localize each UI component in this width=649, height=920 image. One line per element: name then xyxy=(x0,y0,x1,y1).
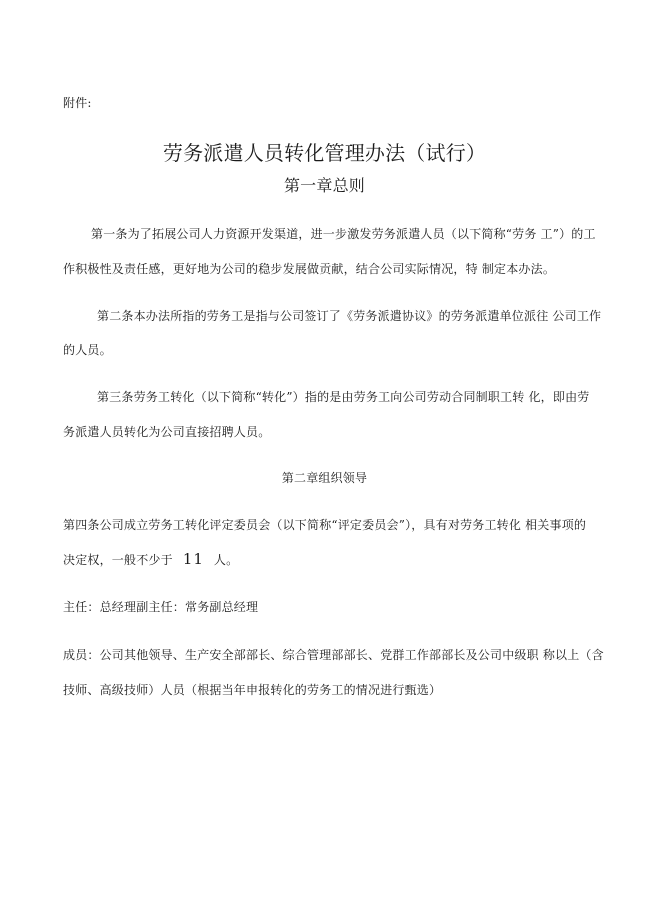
chapter-2-heading: 第二章组织领导 xyxy=(281,471,368,485)
committee-heads: 主任：总经理副主任：常务副总经理 xyxy=(63,600,259,614)
article-4-line-1: 第四条公司成立劳务工转化评定委员会（以下简称“评定委员会”），具有对劳务工转化 相关事项的 xyxy=(63,518,587,532)
attachment-label: 附件: xyxy=(63,96,92,110)
article-4-unit: 人。 xyxy=(213,553,239,567)
committee-members-line-1: 成员：公司其他领导、生产安全部部长、综合管理部部长、党群工作部部长及公司中级职 称以上（含 xyxy=(63,648,604,662)
document-title: 劳务派遣人员转化管理办法（试行） xyxy=(162,141,487,165)
article-3-line-2: 务派遣人员转化为公司直接招聘人员。 xyxy=(63,425,271,439)
article-2-line-1: 第二条本办法所指的劳务工是指与公司签订了《劳务派遣协议》的劳务派遣单位派往 公司工作 xyxy=(97,309,602,323)
article-1-line-2: 作积极性及责任感，更好地为公司的稳步发展做贡献，结合公司实际情况，特 制定本办法。 xyxy=(63,262,556,276)
committee-minimum-count: 11 xyxy=(182,550,204,568)
committee-members-line-2: 技师、高级技师）人员（根据当年申报转化的劳务工的情况进行甄选） xyxy=(63,683,442,697)
article-2-line-2: 的人员。 xyxy=(63,343,112,357)
article-1-line-1: 第一条为了拓展公司人力资源开发渠道，进一步激发劳务派遣人员（以下简称“劳务 工”）的工 xyxy=(91,227,596,241)
chapter-1-heading: 第一章总则 xyxy=(283,176,365,195)
article-4-text: 决定权，一般不少于 xyxy=(63,553,173,567)
article-4-line-2 xyxy=(63,551,238,568)
article-3-line-1: 第三条劳务工转化（以下简称“转化”）指的是由劳务工向公司劳动合同制职工转 化，即由劳 xyxy=(97,390,590,404)
